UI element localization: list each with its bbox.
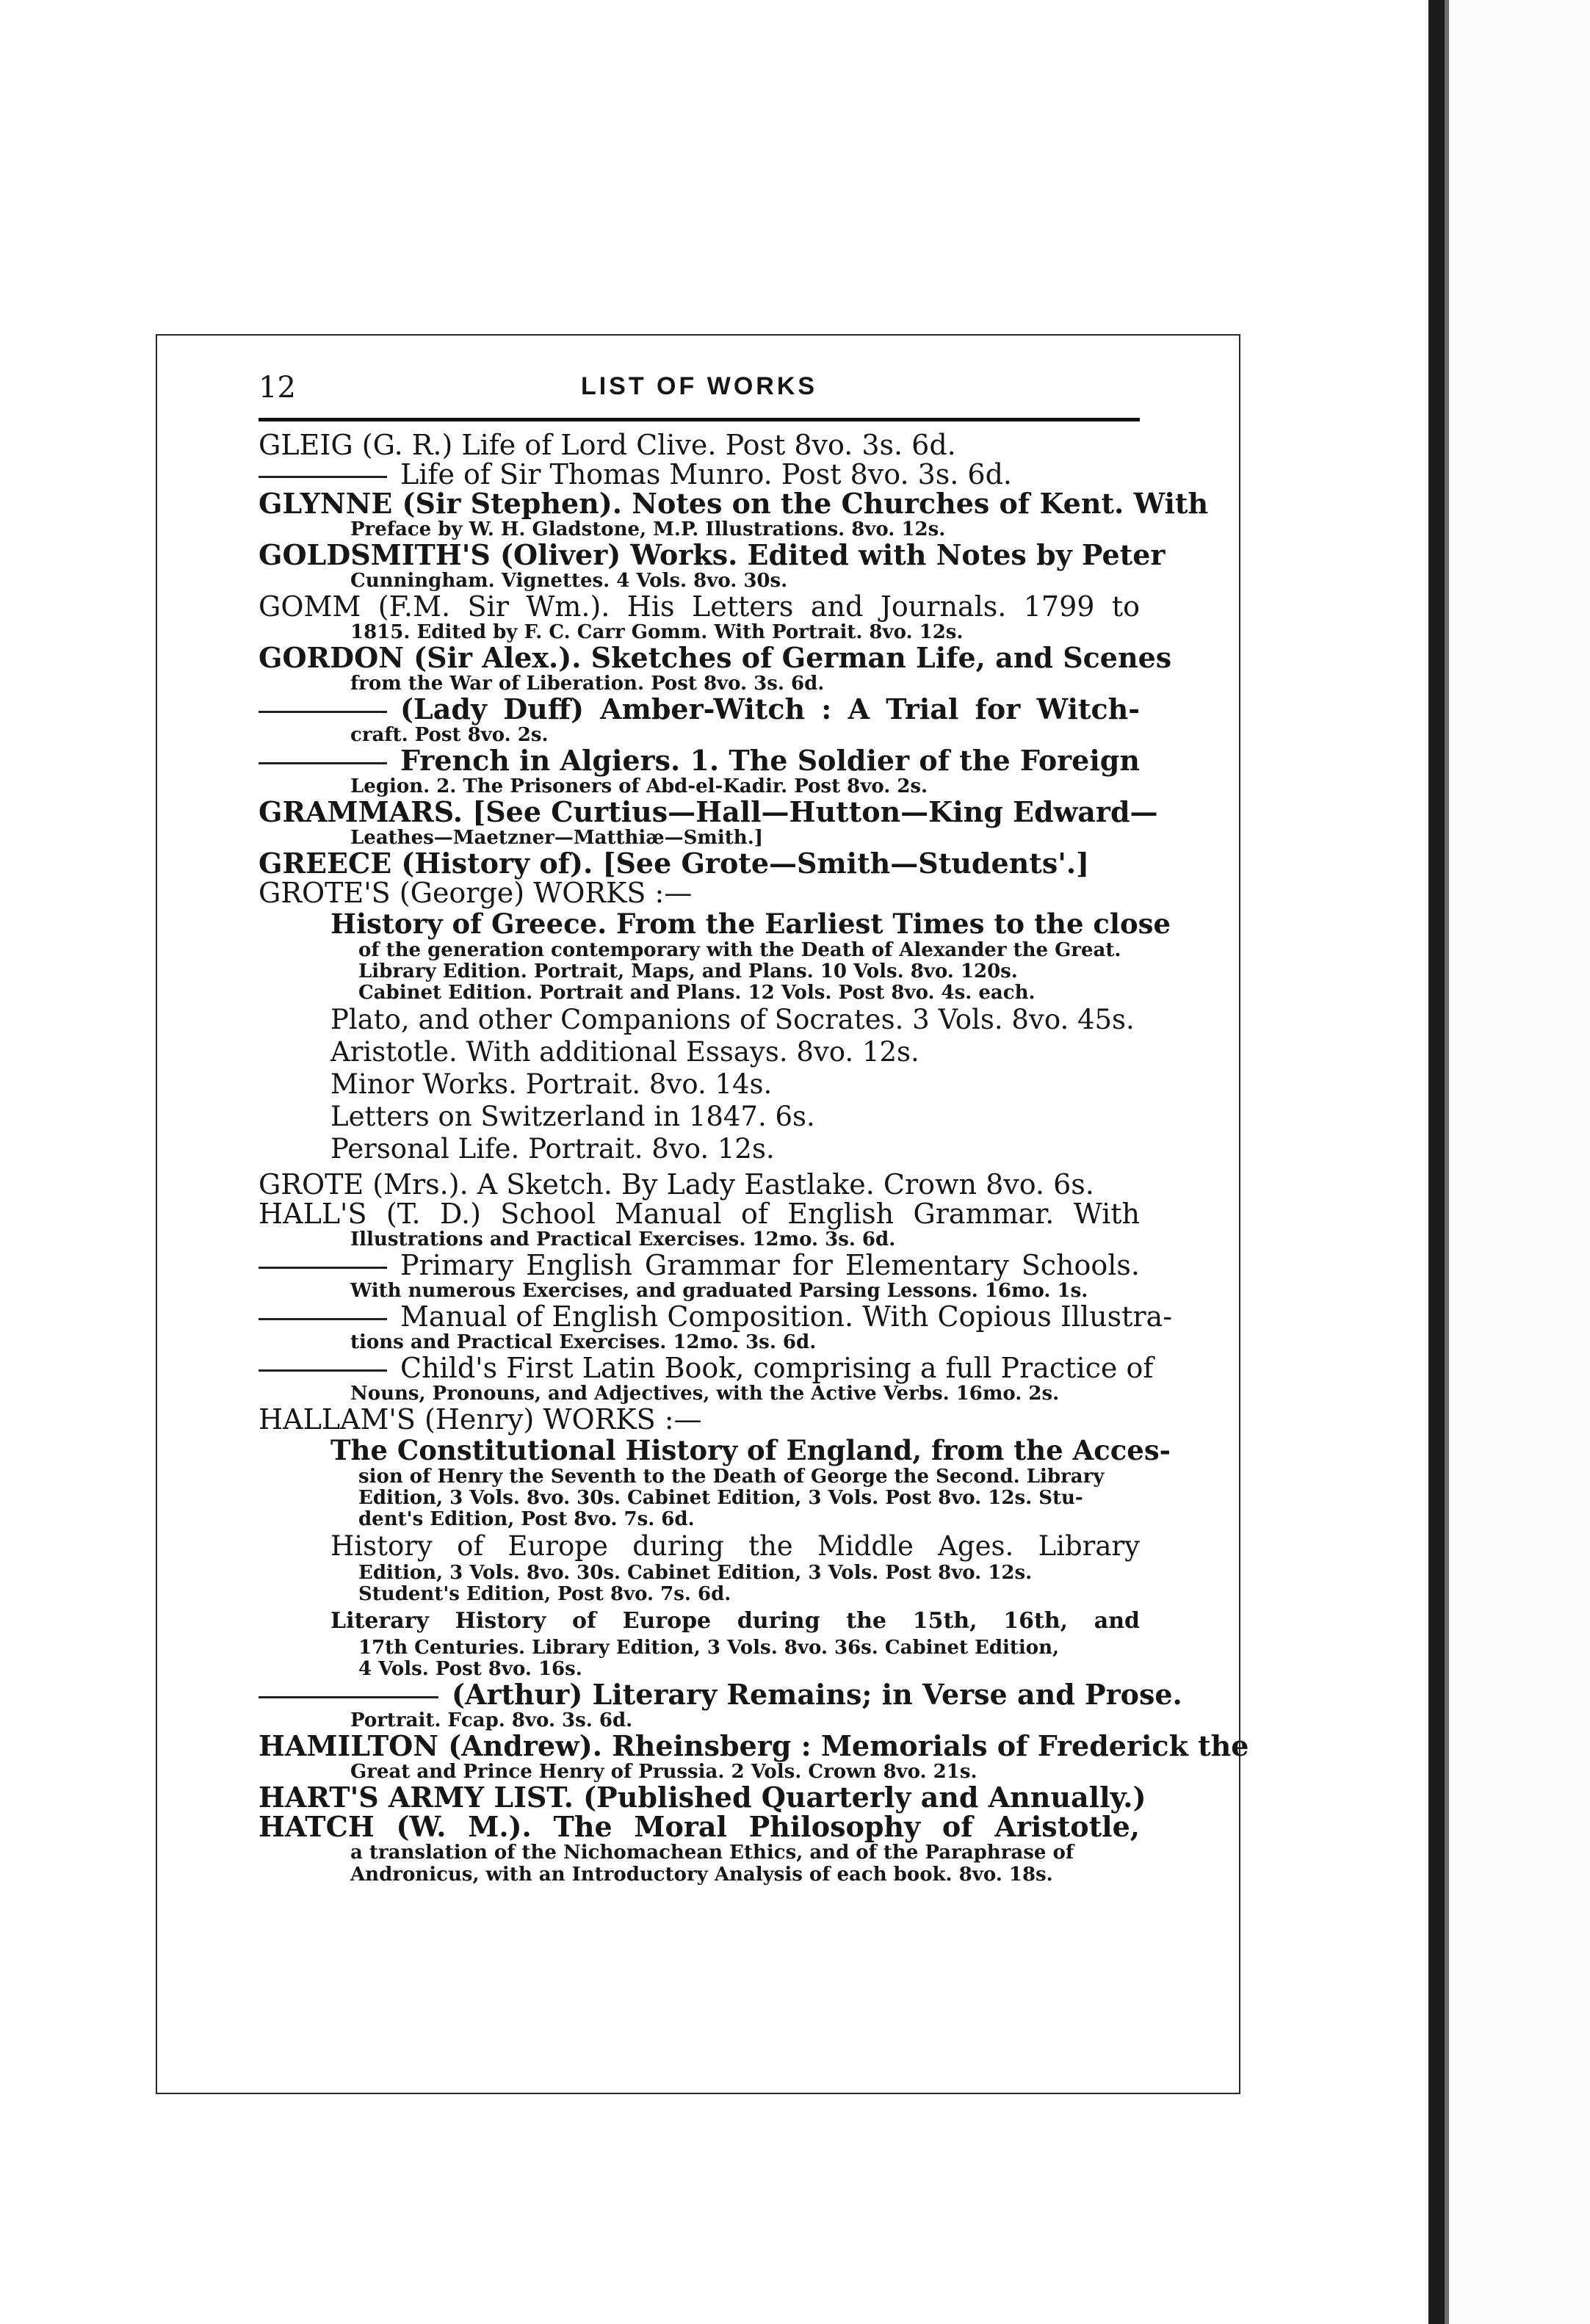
entry-gomm: GOMM (F.M. Sir Wm.). His Letters and Journals. 1799 to [259,590,1140,623]
hallam-constitutional-detail-2: Edition, 3 Vols. 8vo. 30s. Cabinet Edition, 3 Vols. Post 8vo. 12s. Stu- [358,1487,1083,1509]
hallam-history-of-europe: History of Europe during the Middle Ages. Library [330,1530,1140,1562]
entry-gordon-detail: from the War of Liberation. Post 8vo. 3s. 6d. [350,673,825,695]
grote-minor-works: Minor Works. Portrait. 8vo. 14s. [330,1068,773,1100]
entry-greece: GREECE (History of). [See Grote—Smith—Students'.] [259,847,1090,880]
ditto-rule [259,1267,387,1269]
hallam-constitutional-detail-1: sion of Henry the Seventh to the Death of George the Second. Library [358,1466,1105,1488]
page-edge [1425,0,1590,2324]
entry-hallam-2: (Arthur) Literary Remains; in Verse and Prose. [259,1680,1140,1709]
ditto-rule [259,762,387,764]
book-spine-shadow [1428,0,1445,2324]
entry-hatch-detail-1: a translation of the Nichomachean Ethics, and of the Paraphrase of [350,1842,1074,1864]
entry-goldsmith-detail: Cunningham. Vignettes. 4 Vols. 8vo. 30s. [350,570,788,592]
entry-gordon-2: (Lady Duff) Amber-Witch : A Trial for Witch- [259,695,1140,724]
entry-gleig-2: Life of Sir Thomas Munro. Post 8vo. 3s. 6d. [259,460,1140,489]
grote-history-detail-2: Library Edition. Portrait, Maps, and Plans. 10 Vols. 8vo. 120s. [358,960,1018,982]
hallam-constitutional-detail-3: dent's Edition, Post 8vo. 7s. 6d. [358,1508,695,1530]
running-title: LIST OF WORKS [580,372,818,400]
page-content [259,371,1249,1886]
grote-history-detail-1: of the generation contemporary with the Death of Alexander the Great. [358,939,1121,961]
entry-hall-3-detail: tions and Practical Exercises. 12mo. 3s. 6d. [350,1331,817,1353]
entry-gordon-3-detail: Legion. 2. The Prisoners of Abd-el-Kadir. Post 8vo. 2s. [350,775,928,797]
entry-gordon: GORDON (Sir Alex.). Sketches of German Life, and Scenes [259,641,1172,674]
entry-grammars: GRAMMARS. [See Curtius—Hall—Hutton—King Edward— [259,795,1158,828]
entry-grammars-detail: Leathes—Maetzner—Matthiæ—Smith.] [350,827,764,849]
page-header [259,371,1140,412]
hallam-literary-detail-2: 4 Vols. Post 8vo. 16s. [358,1658,582,1680]
grote-plato: Plato, and other Companions of Socrates. 3 Vols. 8vo. 45s. [330,1004,1135,1035]
entry-hamilton-detail: Great and Prince Henry of Prussia. 2 Vols. Crown 8vo. 21s. [350,1761,978,1783]
ditto-rule [259,476,387,478]
hallam-literary-history: Literary History of Europe during the 15th, 16th, and [330,1608,1140,1634]
hallam-constitutional-history: The Constitutional History of England, from the Acces- [330,1434,1171,1466]
entry-hall-2-detail: With numerous Exercises, and graduated Parsing Lessons. 16mo. 1s. [350,1280,1088,1302]
hallam-literary-detail-1: 17th Centuries. Library Edition, 3 Vols. 8vo. 36s. Cabinet Edition, [358,1637,1060,1659]
entry-gomm-detail: 1815. Edited by F. C. Carr Gomm. With Portrait. 8vo. 12s. [350,621,964,643]
entry-gordon-3: French in Algiers. 1. The Soldier of the Foreign [259,746,1140,775]
page-number: 12 [259,371,296,405]
entry-goldsmith: GOLDSMITH'S (Oliver) Works. Edited with Notes by Peter [259,538,1166,571]
entry-hall: HALL'S (T. D.) School Manual of English Grammar. With [259,1198,1140,1230]
entry-hall-4-detail: Nouns, Pronouns, and Adjectives, with the Active Verbs. 16mo. 2s. [350,1383,1060,1405]
ditto-rule [259,1696,438,1698]
grote-personal-life: Personal Life. Portrait. 8vo. 12s. [330,1133,775,1165]
entry-gleig: GLEIG (G. R.) Life of Lord Clive. Post 8vo. 3s. 6d. [259,429,956,461]
entry-hall-detail: Illustrations and Practical Exercises. 12mo. 3s. 6d. [350,1228,896,1250]
ditto-rule [259,1369,387,1372]
book-spine-edge [1445,0,1449,2324]
grote-aristotle: Aristotle. With additional Essays. 8vo. 12s. [330,1036,919,1068]
grote-history-detail-3: Cabinet Edition. Portrait and Plans. 12 Vols. Post 8vo. 4s. each. [358,982,1036,1004]
hallam-europe-detail-1: Edition, 3 Vols. 8vo. 30s. Cabinet Edition, 3 Vols. Post 8vo. 12s. [358,1562,1033,1584]
entry-hall-2: Primary English Grammar for Elementary Schools. [259,1250,1140,1280]
entry-hart: HART'S ARMY LIST. (Published Quarterly and Annually.) [259,1781,1146,1814]
hallam-europe-detail-2: Student's Edition, Post 8vo. 7s. 6d. [358,1583,731,1605]
entry-hatch: HATCH (W. M.). The Moral Philosophy of Aristotle, [259,1810,1140,1843]
ditto-rule [259,711,387,713]
entry-grote-mrs: GROTE (Mrs.). A Sketch. By Lady Eastlake. Crown 8vo. 6s. [259,1168,1094,1201]
grote-letters: Letters on Switzerland in 1847. 6s. [330,1101,815,1132]
entry-hatch-detail-2: Andronicus, with an Introductory Analysis of each book. 8vo. 18s. [350,1864,1053,1886]
header-rule [259,418,1140,421]
entry-hall-3: Manual of English Composition. With Copious Illustra- [259,1302,1140,1331]
entry-gordon-2-detail: craft. Post 8vo. 2s. [350,724,549,746]
entry-hall-4: Child's First Latin Book, comprising a full Practice of [259,1353,1140,1383]
entry-grote: GROTE'S (George) WORKS :— [259,877,693,909]
entry-glynne: GLYNNE (Sir Stephen). Notes on the Churches of Kent. With [259,487,1209,520]
entry-hallam-2-detail: Portrait. Fcap. 8vo. 3s. 6d. [350,1709,633,1731]
grote-history-of-greece: History of Greece. From the Earliest Times to the close [330,908,1171,940]
entry-hallam: HALLAM'S (Henry) WORKS :— [259,1403,702,1436]
ditto-rule [259,1318,387,1320]
entry-glynne-detail: Preface by W. H. Gladstone, M.P. Illustrations. 8vo. 12s. [350,518,946,540]
entry-hamilton: HAMILTON (Andrew). Rheinsberg : Memorials of Frederick the [259,1729,1249,1762]
